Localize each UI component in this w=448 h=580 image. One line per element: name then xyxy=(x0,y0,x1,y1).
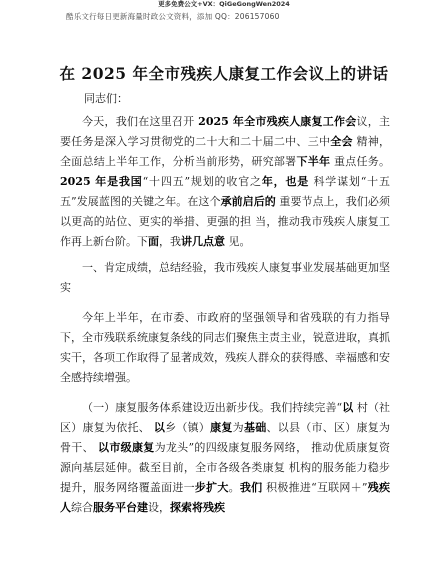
text-run: 综合 xyxy=(71,501,93,514)
bold-run: 面 xyxy=(148,235,159,248)
text-run: “十四五”规划的收官之 xyxy=(142,175,262,188)
bold-run: 服务 xyxy=(93,501,115,514)
text-run: 重要节点上，我们必须以更高的站位、更实的举措、更强的担 当，推动我市残疾人康复工作再上新台阶。下 xyxy=(60,195,390,248)
salutation: 同志们： xyxy=(84,92,128,105)
text-run: 见。 xyxy=(225,235,251,248)
text-run: ，我 xyxy=(159,235,181,248)
bold-run: 讲几点意 xyxy=(181,235,225,248)
bold-run: 我们 xyxy=(239,481,263,494)
page-title: 在 2025 年全市残疾人康复工作会议上的讲话 xyxy=(59,64,389,83)
bold-run: 全会 xyxy=(330,135,353,148)
bold-run: 康复 xyxy=(210,421,233,434)
text-run: 的四级康复服务网络， 推动优质康复资源向基层延伸。截至目前，全市各级各类康复 机构的服务能力稳步提升，服务网络覆盖面进一 xyxy=(60,441,391,494)
paragraph-intro xyxy=(60,112,390,252)
text-run: 。 xyxy=(228,481,240,494)
bold-run: 承前启后的 xyxy=(220,195,276,208)
paragraph-rehab-system xyxy=(60,398,390,518)
text-run: 科学谋划“十五五”发展蓝图的关键之年。在这个 xyxy=(60,175,391,208)
bold-run: 平台建 xyxy=(115,501,148,514)
text-run: 积极推进“互联网＋” xyxy=(262,481,368,494)
paragraph-achievements: 今年上半年，在市委、市政府的坚强领导和省残联的有力指导下，全市残联系统康复条线的同志们聚焦主责主业，锐意进取，真抓实干，各项工作取得了显著成效，残疾人群众的获得感、幸福感和安全感持续增强。 xyxy=(60,311,390,384)
bold-run: 以市级 xyxy=(93,441,132,454)
bold-run: 以 xyxy=(342,401,354,414)
top-banner: 更多免费公文+VX：QiGeGongWen2024 xyxy=(158,0,290,8)
bold-run: 探索将残疾 xyxy=(170,501,225,514)
bold-run: 步扩大 xyxy=(194,481,229,494)
text-run: 今天，我们在这里召开 xyxy=(82,115,199,128)
bold-run: 年，也是 xyxy=(261,175,310,188)
text-run: 为 xyxy=(232,421,244,434)
text-run: 重点任务。 xyxy=(330,155,391,168)
text-run: 、以县（市、区）康复为骨干、 xyxy=(60,421,391,454)
bold-run: 残疾人 xyxy=(60,481,391,514)
header-note: 酷乐文行每日更新海量时政公文资料，添加 QQ：206157060 xyxy=(66,12,280,21)
bold-run: 2025 年全市残疾人康复工作会 xyxy=(198,115,357,128)
section-heading-1: 一、肯定成绩，总结经验，我市残疾人康复事业发展基础更加坚实 xyxy=(60,261,390,294)
text-run: 为龙头” xyxy=(154,441,195,454)
bold-run: 以 xyxy=(153,421,166,434)
text-run: 乡（镇） xyxy=(165,421,211,434)
bold-run: 2025 年是我国 xyxy=(60,175,143,188)
document-body xyxy=(60,112,390,524)
text-run: 精神，全面总结上半年工作，分析当前形势，研究部署 xyxy=(60,135,391,168)
text-run: （一）康复服务体系建设迈出新步伐。我们持续完善“ xyxy=(82,401,343,414)
text-run: 村（社区）康复为依托、 xyxy=(60,401,391,434)
text-run: 设， xyxy=(148,501,170,514)
text-run: 议，主要任务是深入学习贯彻党的二十大和二十届二中、三中 xyxy=(60,115,391,148)
bold-run: 基础 xyxy=(243,421,267,434)
bold-run: 康复 xyxy=(131,441,155,454)
bold-run: 下半年 xyxy=(296,155,331,168)
